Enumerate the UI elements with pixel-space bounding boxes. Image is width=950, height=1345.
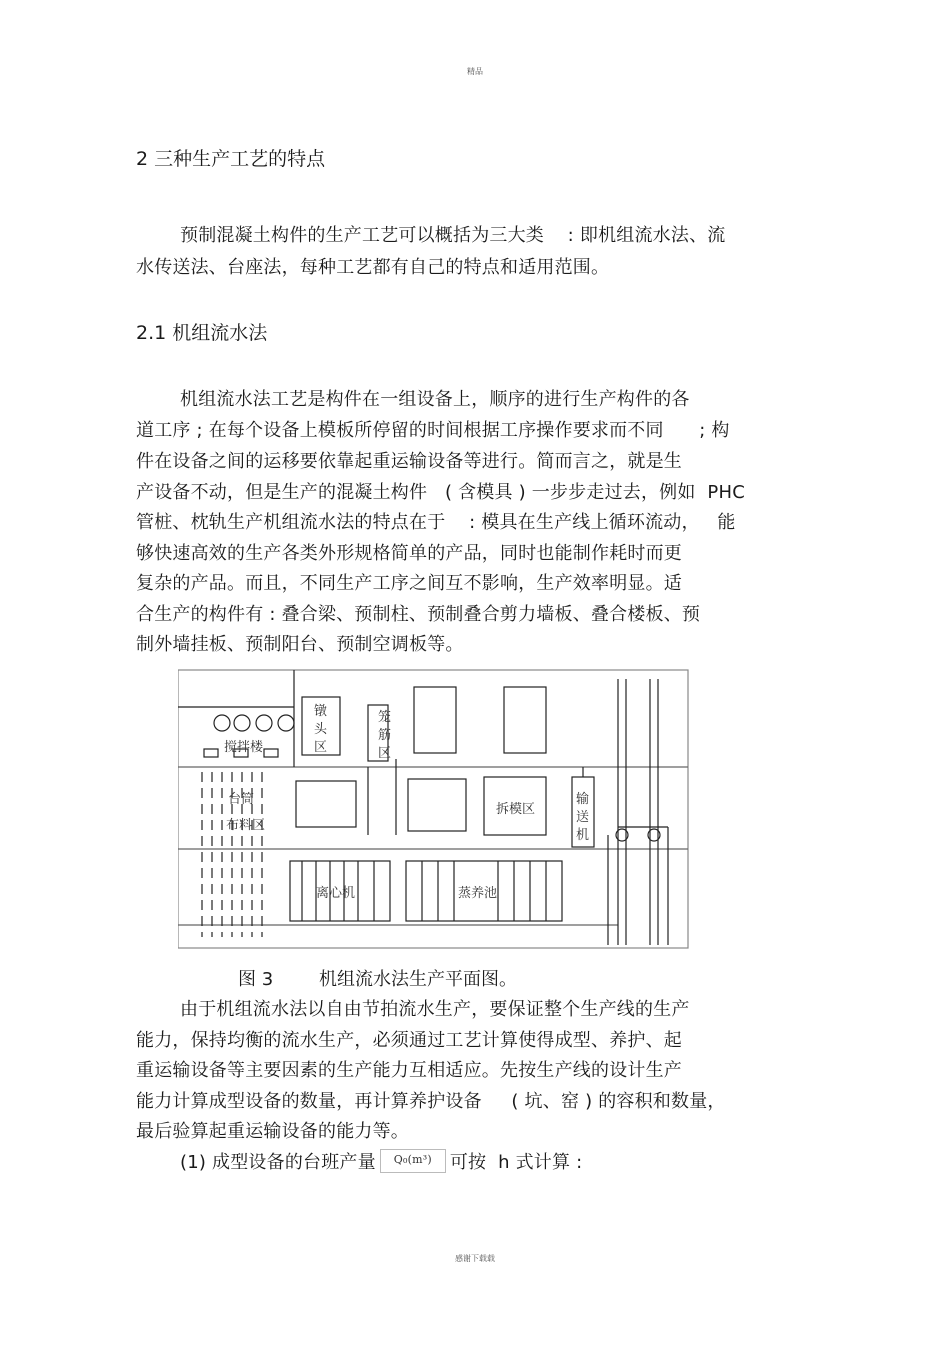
label-longjin-1: 笼 [378,710,392,725]
label-chaimo: 拆模区 [496,802,536,817]
section-title: 2 三种生产工艺的特点 [136,148,326,170]
label-duntou-2: 头 [314,722,328,737]
caption-text: 机组流水法生产平面图。 [318,969,517,990]
label-zhengyang: 蒸养池 [458,886,498,901]
label-buliao-1: 台筒 [228,792,255,807]
caption-number: 图 3 [238,969,274,990]
label-longjin-2: 筋 [378,728,392,743]
page-header: 精品 [467,67,483,76]
para1-line: 产设备不动，但是生产的混凝土构件 ( 含模具 ) 一步步走过去，例如 PHC [136,482,745,503]
formula-before: (1) 成型设备的台班产量 [180,1152,376,1173]
para2-line: 能力，保持均衡的流水生产，必须通过工艺计算使得成型、养护、起 [136,1030,682,1051]
production-layout-figure [178,667,690,949]
para2-line: 能力计算成型设备的数量，再计算养护设备 ( 坑、窑 ) 的容积和数量， [136,1091,726,1112]
para1-line: 制外墙挂板、预制阳台、预制空调板等。 [136,634,464,655]
para1-line: 复杂的产品。而且，不同生产工序之间互不影响，生产效率明显。适 [136,573,682,594]
subsection-title: 2.1 机组流水法 [136,322,268,344]
para1-line: 够快速高效的生产各类外形规格简单的产品，同时也能制作耗时而更 [136,543,682,564]
figure-caption [238,965,517,991]
formula-symbol: Q₀(m³) [380,1149,446,1173]
formula-line [180,1148,582,1175]
intro-line: 预制混凝土构件的生产工艺可以概括为三大类 : 即机组流水法、流 [180,225,726,246]
para1-line: 管桩、枕轨生产机组流水法的特点在于 : 模具在生产线上循环流动， 能 [136,512,736,533]
label-longjin-3: 区 [378,746,392,761]
label-duntou-1: 镦 [314,704,328,719]
label-shusong-2: 送 [576,810,590,825]
para2-line: 由于机组流水法以自由节拍流水生产，要保证整个生产线的生产 [180,999,690,1020]
para2-line: 最后验算起重运输设备的能力等。 [136,1121,409,1142]
label-shusong-3: 机 [576,828,590,843]
intro-line: 水传送法、台座法，每种工艺都有自己的特点和适用范围。 [136,257,610,278]
para1-line: 机组流水法工艺是构件在一组设备上，顺序的进行生产构件的各 [180,389,690,410]
label-mixing: 搅拌楼 [224,740,264,755]
page-footer: 感谢下载载 [455,1254,495,1263]
formula-after: 可按 h 式计算 : [449,1152,583,1173]
para2-line: 重运输设备等主要因素的生产能力互相适应。先按生产线的设计生产 [136,1060,682,1081]
para1-line: 合生产的构件有 : 叠合梁、预制柱、预制叠合剪力墙板、叠合楼板、预 [136,604,701,625]
para1-line: 件在设备之间的运移要依靠起重运输设备等进行。简而言之，就是生 [136,451,682,472]
para1-line: 道工序 ; 在每个设备上模板所停留的时间根据工序操作要求而不同 ; 构 [136,420,730,441]
label-shusong-1: 输 [576,792,590,807]
label-buliao-2: 布料区 [226,818,266,833]
label-duntou-3: 区 [314,740,328,755]
label-lixin: 离心机 [316,886,356,901]
